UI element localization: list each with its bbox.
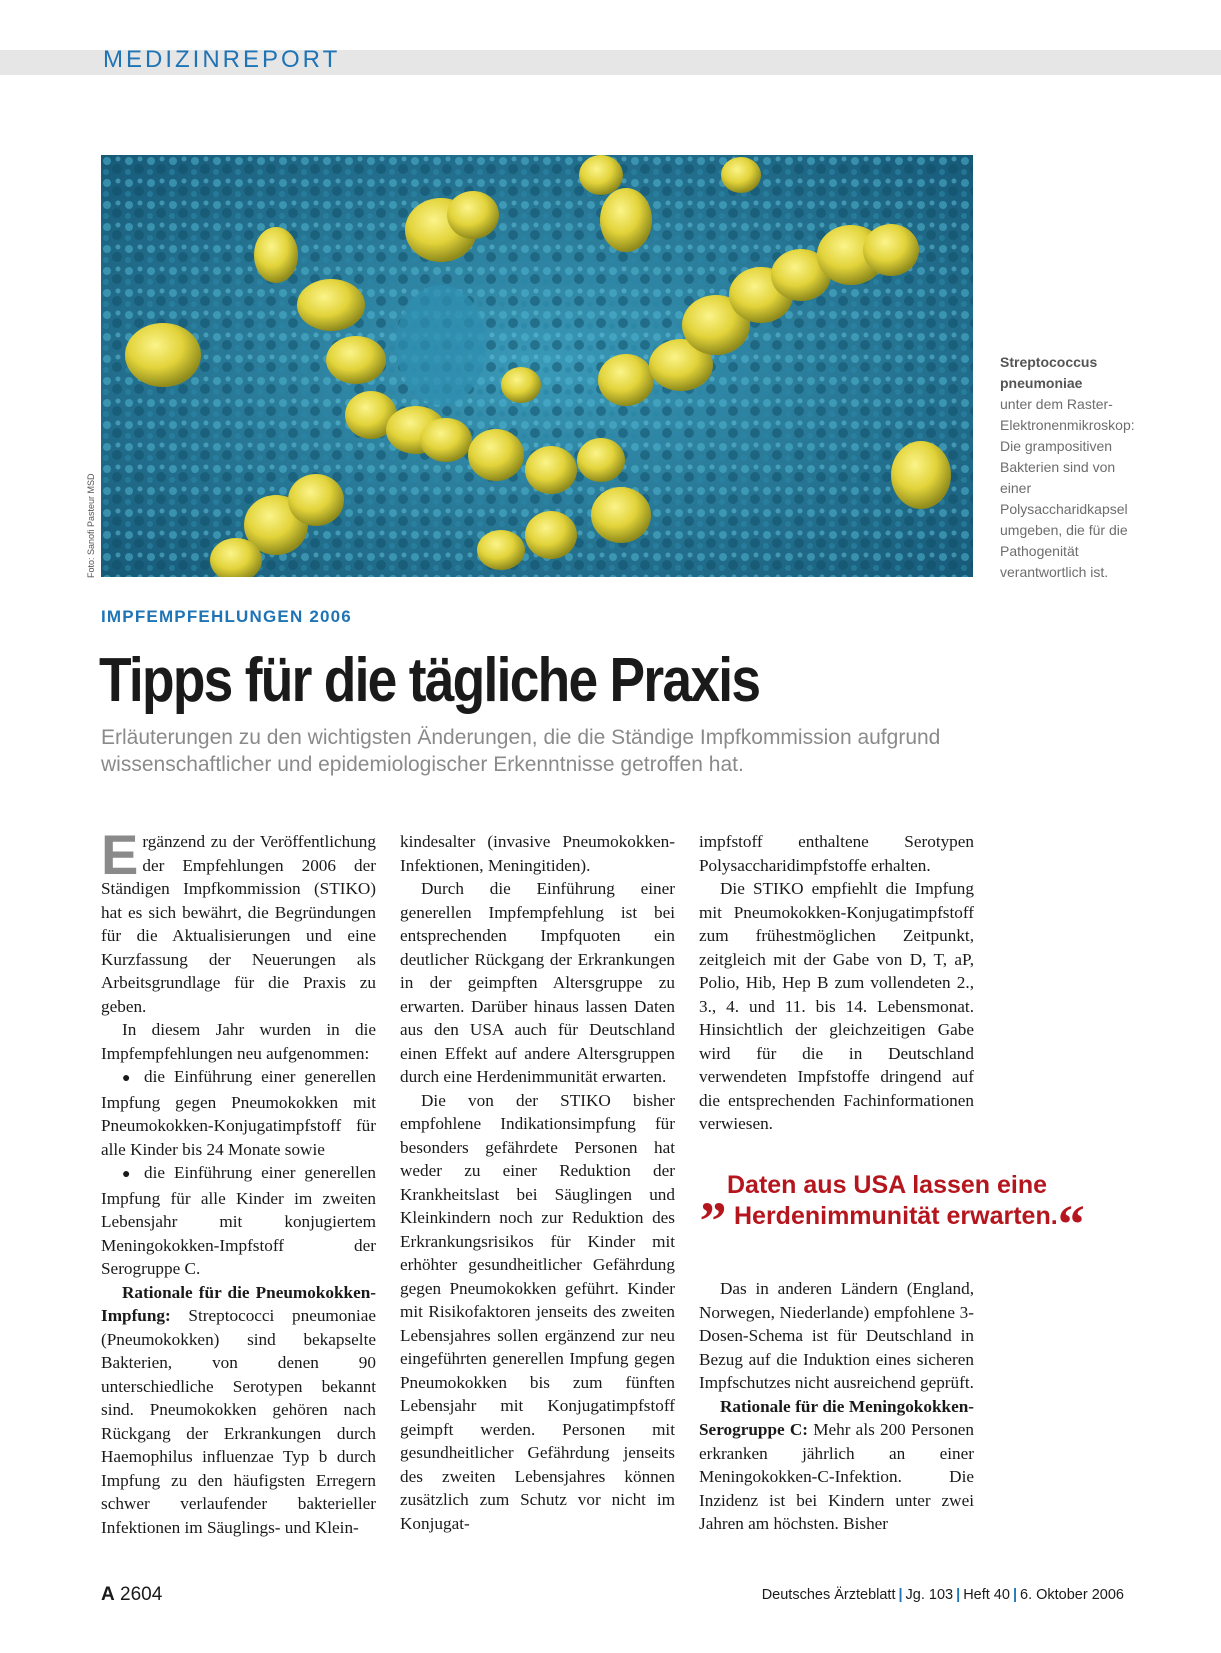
journal-name: Deutsches Ärzteblatt: [761, 1587, 896, 1603]
journal-footer: [762, 1587, 1124, 1603]
paragraph: Das in anderen Ländern (England, Norwegen, Niederlande) empfohlene 3-Dosen-Schema ist für Deutschland in Bezug auf die Induktion eines sicheren Impfschutzes nicht ausreichend geprüft.: [699, 1279, 974, 1392]
photo-credit: Foto: Sanofi Pasteur MSD: [86, 473, 96, 578]
pull-quote: [700, 1163, 1100, 1254]
separator: |: [1012, 1587, 1017, 1603]
journal-issue: Heft 40: [963, 1587, 1010, 1603]
page-number-value: 2604: [120, 1584, 163, 1605]
paragraph-text: rgänzend zu der Veröffentlichung der Empfehlungen 2006 der Ständigen Impfkommission (STIKO) hat es sich bewährt, die Begründungen für die Aktualisierungen und eine Kurzfassung der Neuerungen als Arbeitsgrundlage für die Praxis zu geben.: [101, 832, 376, 1016]
paragraph: Die von der STIKO bisher empfohlene Indikationsimpfung für besonders gefährdete Personen hat weder zu einer Reduktion der Krankheitslast bei Säuglingen und Kleinkindern noch zur Reduktion des Erkrankungsrisikos für Kinder mit erhöhter gesundheitlicher Gefährdung gegen Pneumokokken geführt. Kinder mit Risikofaktoren jenseits des zweiten Lebensjahres sollen ergänzend zur neu eingeführten generellen Impfung gegen Pneumokokken bis zum fünften Lebensjahr mit Konjugatimpfstoff geimpft werden. Personen mit gesundheitlicher Gefährdung jenseits des zweiten Lebensjahres können zusätzlich zum Schutz vor nicht im Konjugat-: [400, 1090, 675, 1533]
paragraph: [101, 823, 376, 1018]
subheading-inline: Rationale für die Pneumokokken-Impfung:: [101, 1282, 376, 1325]
paragraph: impfstoff enthaltene Serotypen Polysaccharidimpfstoffe erhalten.: [699, 832, 974, 875]
caption-text: unter dem Raster-Elektronenmikroskop: Die grampositiven Bakterien sind von einer Polysaccharidkapsel umgeben, die für die Pathogenität verantwortlich ist.: [1000, 396, 1135, 580]
separator: |: [956, 1587, 961, 1603]
bacteria-micrograph-image: [101, 155, 973, 577]
paragraph: kindesalter (invasive Pneumokokken-Infektionen, Meningitiden).: [400, 832, 675, 875]
text-column-3: [699, 830, 974, 1136]
headline: Tipps für die tägliche Praxis: [99, 646, 760, 715]
close-quote-icon: “: [1057, 1194, 1085, 1254]
open-quote-icon: „: [700, 1163, 727, 1223]
bullet-icon: ●: [122, 1167, 136, 1182]
paragraph-text: Mehr als 200 Personen erkranken jährlich an einer Meningokokken-C-Infektion. Die Inzidenz ist bei Kindern unter zwei Jahren am höchsten. Bisher: [699, 1420, 975, 1533]
bullet-text: die Einführung einer generellen Impfung gegen Pneumokokken mit Pneumokokken-Konjugatimpfstoff für alle Kinder bis 24 Monate sowie: [101, 1067, 377, 1159]
journal-volume: Jg. 103: [905, 1587, 954, 1603]
drop-cap: E: [101, 823, 139, 886]
paragraph: Durch die Einführung einer generellen Impfempfehlung ist bei entsprechenden Impfquoten ein deutlicher Rückgang der Erkrankungen in der geimpften Altersgruppe zu erwarten. Darüber hinaus lassen Daten aus den USA auch für Deutschland einen Effekt auf andere Altersgruppen durch eine Herdenimmunität erwarten.: [400, 879, 675, 1086]
text-column-3-continued: [699, 1277, 974, 1536]
bullet-text: die Einführung einer generellen Impfung für alle Kinder im zweiten Lebensjahr mit konjugiertem Meningokokken-Impfstoff der Serogruppe C.: [101, 1163, 377, 1278]
caption-title: Streptococcus pneumoniae: [1000, 354, 1098, 391]
paragraph: In diesem Jahr wurden in die Impfempfehlungen neu aufgenommen:: [101, 1020, 376, 1063]
pull-quote-line: Daten aus USA lassen eine: [727, 1171, 1048, 1199]
article-photo: [101, 155, 973, 577]
paragraph: [699, 1395, 974, 1536]
bullet-item: [101, 1161, 376, 1281]
kicker: IMPFEMPFEHLUNGEN 2006: [101, 607, 352, 626]
subheading-inline: Rationale für die Meningokokken-Serogruppe C:: [699, 1396, 974, 1439]
photo-caption: [1000, 352, 1140, 583]
bullet-item: [101, 1065, 376, 1161]
journal-date: 6. Oktober 2006: [1020, 1587, 1124, 1603]
paragraph: Die STIKO empfiehlt die Impfung mit Pneumokokken-Konjugatimpfstoff zum frühestmöglichen Zeitpunkt, zeitgleich mit der Gabe von D, T, aP, Polio, Hib, Hep B zum vollendeten 2., 3., 4. und 11. bis 14. Lebensmonat. Hinsichtlich der gleichzeitigen Gabe wird für die in Deutschland verwendeten Impfstoffe dringend auf die entsprechenden Fachinformationen verwiesen.: [699, 879, 974, 1133]
section-label: MEDIZINREPORT: [103, 46, 341, 73]
separator: |: [898, 1587, 903, 1603]
pull-quote-line: Herdenimmunität erwarten.: [734, 1202, 1058, 1230]
subheadline: Erläuterungen zu den wichtigsten Änderungen, die die Ständige Impfkommission aufgrund wissenschaftlicher und epidemiologischer Erkenntnisse getroffen hat.: [101, 726, 941, 776]
bullet-icon: ●: [122, 1071, 136, 1086]
paragraph: [101, 1281, 376, 1540]
page-number: [101, 1584, 162, 1606]
paragraph-text: Streptococci pneumoniae (Pneumokokken) sind bekapselte Bakterien, von denen 90 unterschiedliche Serotypen bekannt sind. Pneumokokken gehören nach Rückgang der Erkrankungen durch Haemophilus influenzae Typ b durch Impfung zu den häufigsten Erregern schwer verlaufender bakterieller Infektionen im Säuglings- und Klein-: [101, 1306, 377, 1537]
page-prefix: A: [101, 1584, 115, 1605]
text-column-2: [400, 830, 675, 1535]
text-column-1: [101, 823, 377, 1539]
